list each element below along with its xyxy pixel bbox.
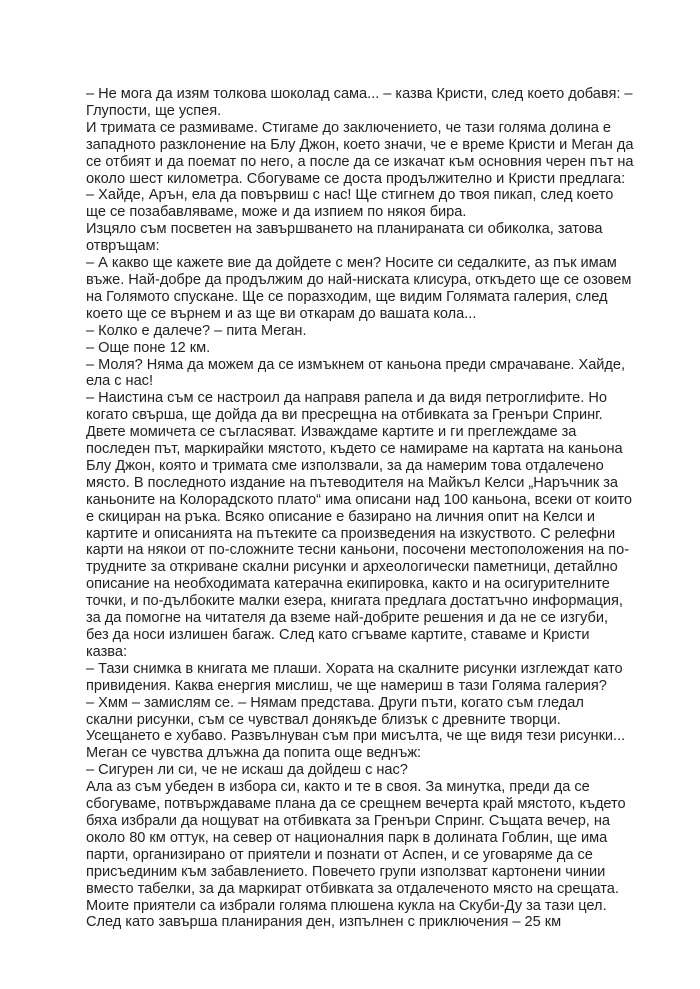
text-line: – Наистина съм се настроил да направя рапела и да видя петроглифите. Но	[86, 390, 607, 407]
text-line: ще се позабавляваме, може и да изпием по някоя бира.	[86, 204, 467, 221]
text-line: – Колко е далече? – пита Меган.	[86, 322, 307, 339]
text-line: сбогуваме, потвърждаваме плана да се срещнем вечерта край мястото, където	[86, 796, 626, 813]
text-line: скални рисунки, съм се чувствал донякъде близък с древните творци.	[86, 711, 561, 728]
text-line: Блу Джон, която и тримата сме използвали, за да намерим това отдалечено	[86, 457, 604, 474]
text-line: описание на необходимата катерачна екипировка, както и на осигурителните	[86, 576, 610, 593]
text-line: привидения. Каква енергия мислиш, че ще намериш в тази Голяма галерия?	[86, 677, 607, 694]
text-line: се отбият и да поемат по него, а после да се изкачат към основния черен път на	[86, 153, 634, 170]
text-line: място. В последното издание на пътеводителя на Майкъл Келси „Наръчник за	[86, 474, 618, 491]
text-line: когато свърша, ще дойда да ви пресрещна на отбивката за Гренъри Спринг.	[86, 407, 603, 424]
text-line: без да носи излишен багаж. След като сгъваме картите, ставаме и Кристи	[86, 627, 590, 643]
text-line: – А какво ще кажете вие да дойдете с мен? Носите си седалките, аз пък имам	[86, 255, 617, 272]
text-line: точки, и по-дълбоките малки езера, книгата предлага достатъчно информация,	[86, 593, 623, 610]
text-line: – Моля? Няма да можем да се измъкнем от каньона преди смрачаване. Хайде,	[86, 356, 626, 373]
text-line: Усещането е хубаво. Развълнуван съм при мисълта, че ще видя тези рисунки...	[86, 728, 626, 745]
text-line: – Още поне 12 км.	[86, 339, 211, 356]
text-line: След като завърша планирания ден, изпълнен с приключения – 25 км	[86, 914, 562, 931]
text-line: – Тази снимка в книгата ме плаши. Хората на скалните рисунки изглеждат като	[86, 660, 623, 677]
text-line: отвръщам:	[86, 238, 160, 255]
text-line: Двете момичета се съгласяват. Изваждаме картите и ги преглеждаме за	[86, 424, 577, 441]
text-line: карти на някои от по-сложните тесни каньони, посочени местоположения на по-	[86, 542, 630, 559]
text-line: вместо табелки, за да маркират отбивката за отдалеченото място на срещата.	[86, 880, 619, 897]
text-line: трудните за откриване скални рисунки и археологически паметници, детайлно	[86, 559, 618, 576]
text-line: западното разклонение на Блу Джон, което значи, че е време Кристи и Меган да	[86, 136, 634, 153]
text-line: на Голямото спускане. Ще се поразходим, ще видим Голямата галерия, след	[86, 288, 608, 305]
text-line: – Хмм – замислям се. – Нямам представа. Други пъти, когато съм гледал	[86, 694, 584, 711]
text-line: е скициран на ръка. Всяко описание е базирано на личния опит на Келси и	[86, 508, 596, 525]
text-line: казва:	[86, 643, 127, 660]
body-text	[86, 86, 634, 931]
text-line: Моите приятели са избрали голяма плюшена кукла на Скуби-Ду за тази цел.	[86, 897, 607, 914]
text-line: присъединим към забавлението. Повечето групи използват картонени чинии	[86, 863, 606, 880]
text-line: последен път, маркирайки мястото, където се намираме на картата на каньона	[86, 441, 623, 458]
text-line: – Сигурен ли си, че не искаш да дойдеш с нас?	[86, 762, 408, 779]
text-line: около шест километра. Сбогуваме се доста продължително и Кристи предлага:	[86, 170, 626, 187]
text-line: – Не мога да изям толкова шоколад сама... – казва Кристи, след което добавя: –	[86, 86, 633, 102]
text-line: около 80 км оттук, на север от националния парк в долината Гоблин, ще има	[86, 829, 608, 846]
text-line: което ще се върнем и аз ще ви откарам до вашата кола...	[86, 305, 477, 322]
text-line: ела с нас!	[86, 373, 153, 390]
text-line: Глупости, ще успея.	[86, 102, 222, 119]
text-line: въже. Най-добре да продължим до най-ниската клисура, откъдето ще се озовем	[86, 271, 632, 288]
text-line: Ала аз съм убеден в избора си, както и те в своя. За минутка, преди да се	[86, 779, 590, 796]
text-line: каньоните на Колорадското плато“ има описани над 100 каньона, всеки от които	[86, 491, 632, 508]
text-line: парти, организирано от приятели и познати от Аспен, и се уговаряме да се	[86, 846, 593, 863]
text-line: за да помогне на читателя да вземе най-добрите решения и да не се изгуби,	[86, 610, 609, 627]
text-line: Меган се чувства длъжна да попита още веднъж:	[86, 745, 422, 762]
text-line: бяха избрали да нощуват на отбивката за Гренъри Спринг. Същата вечер, на	[86, 812, 611, 829]
text-line: – Хайде, Арън, ела да повървиш с нас! Ще стигнем до твоя пикап, след което	[86, 187, 614, 204]
text-line: картите и описанията на пътеките са произведения на изкуството. С релефни	[86, 525, 616, 542]
text-line: И тримата се размиваме. Стигаме до заключението, че тази голяма долина е	[86, 119, 612, 136]
text-line: Изцяло съм посветен на завършването на планираната си обиколка, затова	[86, 221, 603, 238]
